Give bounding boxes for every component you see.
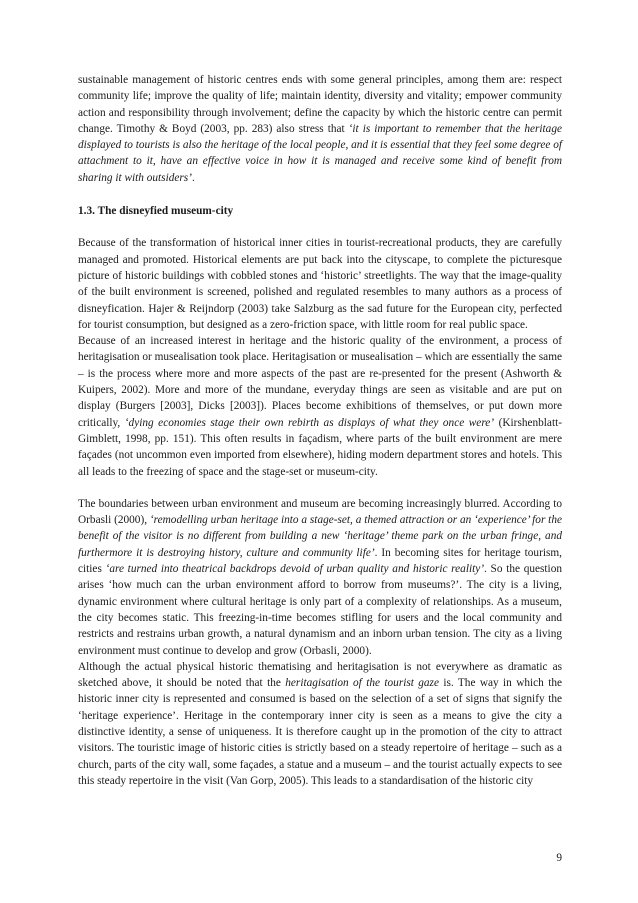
- paragraph-3-quote: ‘dying economies stage their own rebirth as displays of what they once were’: [124, 416, 495, 429]
- paragraph-4-text: The boundaries between urban environment and museum are becoming increasingly blurred. According to Orbasli (2000),: [78, 497, 562, 527]
- paragraph-2: Because of the transformation of historical inner cities in tourist-recreational products, they are carefully managed and promoted. Historical elements are put back into the cityscape, to complete the picturesque picture of historic buildings with cobbled stones and ‘historic’ streetlights. The way that the image-quality of the built environment is screened, polished and regulated resembles to many authors as a process of disneyfication. Hajer & Reijndorp (2003) take Salzburg as the sad future for the European city, perfected for tourist consumption, but designed as a zero-friction space, with little room for real public space.: [78, 237, 562, 331]
- paragraph-5-emphasis: heritagisation of the tourist gaze: [285, 677, 439, 690]
- paragraph-3-text: Because of an increased interest in heritage and the historic quality of the environment, a process of heritagisation or musealisation took place. Heritagisation or musealisation – which are essentially the same – is the process where more and more aspects of the past are re-presented for the present (Ashworth & Kuipers, 2002). More and more of the mundane, everyday things are seen as visitable and are put on display (Burgers [2003], Dicks [2003]). Places become exhibitions of themselves, or put down more critically,: [78, 335, 562, 429]
- paragraph-1-quote: ‘it is important to remember that the heritage displayed to tourists is also the heritage of the local people, and it is essential that they feel some degree of attachment to it, have an effective voice in how it is managed and receive some kind of benefit from sharing it with outsiders’: [78, 122, 562, 184]
- paragraph-3-end: (Kirshenblatt-Gimblett, 1998, pp. 151). This often results in façadism, where parts of the built environment are mere façades (not uncommon even imported from elsewhere), hiding modern department stores and hotels. This all leads to the freezing of space and the stage-set or museum-city.: [78, 416, 562, 478]
- paragraph-5-text: Although the actual physical historic thematising and heritagisation is not everywhere as dramatic as sketched above, it should be noted that the: [78, 660, 562, 690]
- paragraph-5-end: is. The way in which the historic inner city is represented and consumed is based on the selection of a set of signs that signify the ‘heritage experience’. Heritage in the contemporary inner city is seen as a means to give the city a distinctive identity, a sense of uniqueness. It is therefore caught up in the promotion of the city to attract visitors. The touristic image of historic cities is strictly based on a steady repertoire of heritage – such as a church, parts of the city wall, some façades, a statue and a museum – and the tourist actually expects to see this steady repertoire in the visit (Van Gorp, 2005). This leads to a standardisation of the historic city: [78, 677, 562, 787]
- page-number: 9: [556, 852, 562, 864]
- paragraph-4-quote-2: ‘are turned into theatrical backdrops devoid of urban quality and historic reality’: [105, 563, 485, 576]
- paragraph-4: [78, 496, 562, 659]
- paragraph-4-quote-1: ‘remodelling urban heritage into a stage-set, a themed attraction or an ‘experience’ for the benefit of the visitor is no different from building a new ‘heritage’ theme park on the urban fringe, and furthermore it is destroying history, culture and community life’: [78, 514, 562, 559]
- section-heading: 1.3. The disneyfied museum-city: [78, 205, 234, 218]
- paragraph-4-end: . So the question arises ‘how much can the urban environment afford to borrow from museums?’. The city is a living, dynamic environment where cultural heritage is only part of a complexity of relationships. As a museum, the city becomes static. This freezing-in-time becomes stifling for users and the local community and restricts and restrains urban growth, a natural dynamism and an inborn urban tension. The city as a living environment must continue to develop and grow (Orbasli, 2000).: [78, 563, 562, 657]
- paragraph-1-end: .: [191, 171, 195, 184]
- paragraph-5: [78, 659, 562, 789]
- document-page: [78, 72, 562, 789]
- paragraph-4-middle: . In becoming sites for heritage tourism, cities: [78, 546, 562, 576]
- paragraph-3: [78, 333, 562, 480]
- paragraph-1-text: sustainable management of historic centres ends with some general principles, among them are: respect community life; improve the quality of life; maintain identity, diversity and vitality; empower community action and responsibility through involvement; define the capacity by which the historic centre can permit change. Timothy & Boyd (2003, pp. 283) also stress that: [78, 74, 562, 135]
- paragraph-1: [78, 72, 562, 186]
